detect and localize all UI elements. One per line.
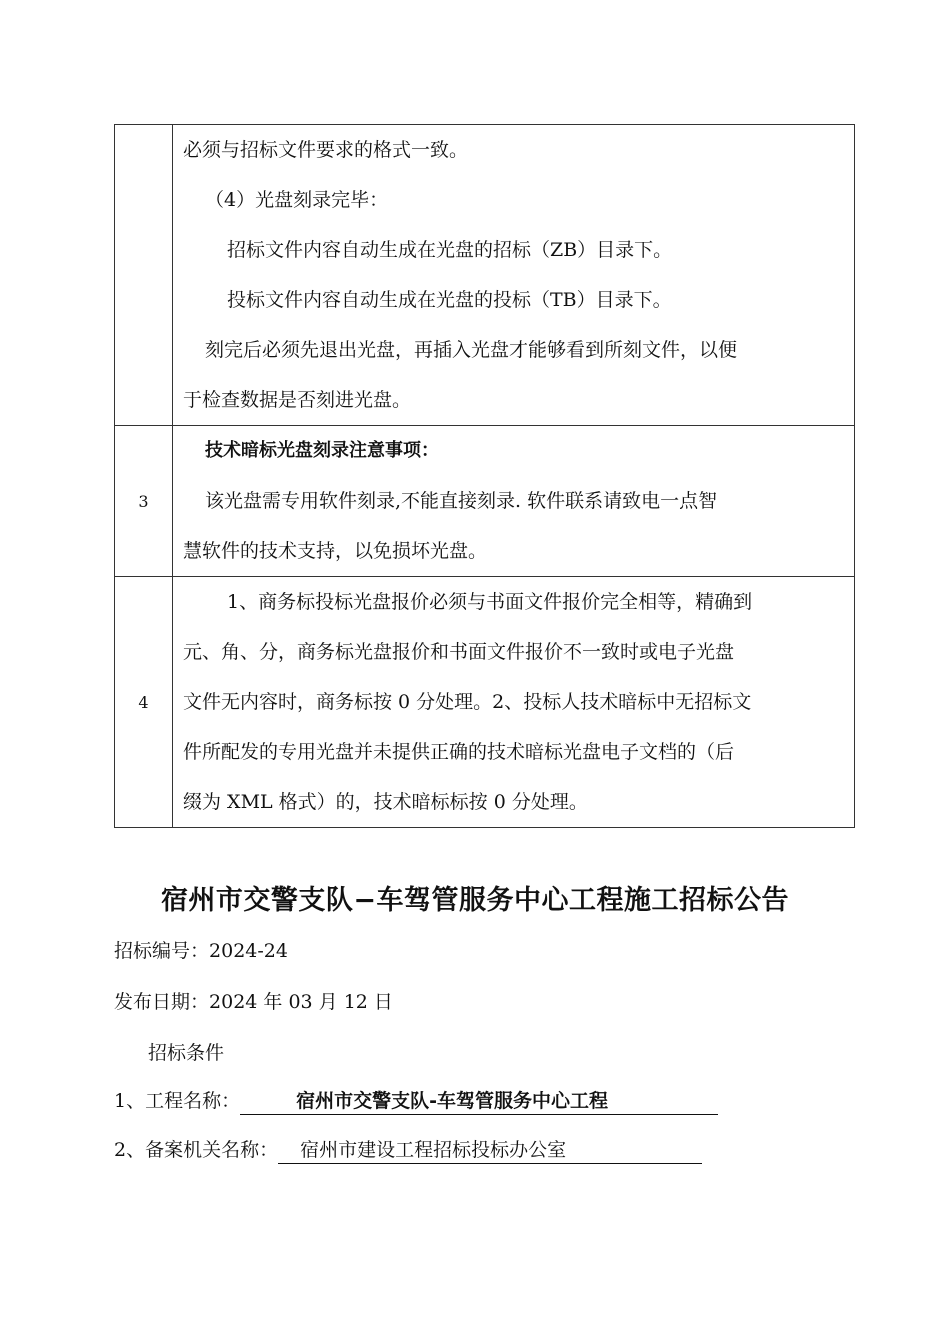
project-name-value: 宿州市交警支队-车驾管服务中心工程 [296, 1090, 608, 1112]
text-line: 慧软件的技术支持，以免损坏光盘。 [183, 540, 488, 562]
filing-agency [114, 1135, 702, 1164]
table-row [115, 577, 855, 828]
table-row [115, 125, 855, 426]
publish-date [114, 987, 393, 1014]
text-line: （4）光盘刻录完毕： [205, 189, 389, 211]
row-number: 3 [115, 426, 173, 577]
filing-agency-value: 宿州市建设工程招标投标办公室 [300, 1139, 567, 1161]
table-row [115, 426, 855, 577]
project-name-label: 1、工程名称： [114, 1090, 241, 1112]
row-number [115, 125, 173, 426]
text-line: 文件无内容时，商务标按 0 分处理。2、投标人技术暗标中无招标文 [183, 691, 752, 713]
text-line: 1、商务标投标光盘报价必须与书面文件报价完全相等，精确到 [227, 591, 753, 613]
text-line: 招标文件内容自动生成在光盘的招标（ZB）目录下。 [227, 239, 673, 261]
filing-agency-label: 2、备案机关名称： [114, 1139, 279, 1161]
publish-date-value: 2024 年 03 月 12 日 [209, 991, 393, 1013]
row-content [173, 426, 855, 577]
text-line: 元、角、分，商务标光盘报价和书面文件报价不一致时或电子光盘 [183, 641, 735, 663]
publish-date-label: 发布日期： [114, 991, 210, 1013]
row-content [173, 577, 855, 828]
text-line: 必须与招标文件要求的格式一致。 [183, 139, 469, 161]
row-content [173, 125, 855, 426]
text-line: 缀为 XML 格式）的，技术暗标标按 0 分处理。 [183, 791, 588, 813]
announcement-title: 宿州市交警支队−车驾管服务中心工程施工招标公告 [160, 885, 790, 916]
bid-number-value: 2024-24 [209, 940, 288, 962]
row-number: 4 [115, 577, 173, 828]
notes-table [114, 124, 855, 828]
filing-agency-field [278, 1137, 702, 1164]
text-line: 该光盘需专用软件刻录,不能直接刻录. 软件联系请致电一点智 [205, 490, 718, 512]
bid-number [114, 936, 288, 963]
project-name [114, 1086, 718, 1115]
text-line: 投标文件内容自动生成在光盘的投标（TB）目录下。 [227, 289, 672, 311]
project-name-field [240, 1088, 718, 1115]
text-line: 刻完后必须先退出光盘，再插入光盘才能够看到所刻文件，以便 [205, 339, 738, 361]
bid-number-label: 招标编号： [114, 940, 210, 962]
conditions-heading: 招标条件 [148, 1042, 225, 1064]
text-line: 件所配发的专用光盘并未提供正确的技术暗标光盘电子文档的（后 [183, 741, 735, 763]
row-heading: 技术暗标光盘刻录注意事项： [205, 440, 439, 461]
text-line: 于检查数据是否刻进光盘。 [183, 389, 412, 411]
